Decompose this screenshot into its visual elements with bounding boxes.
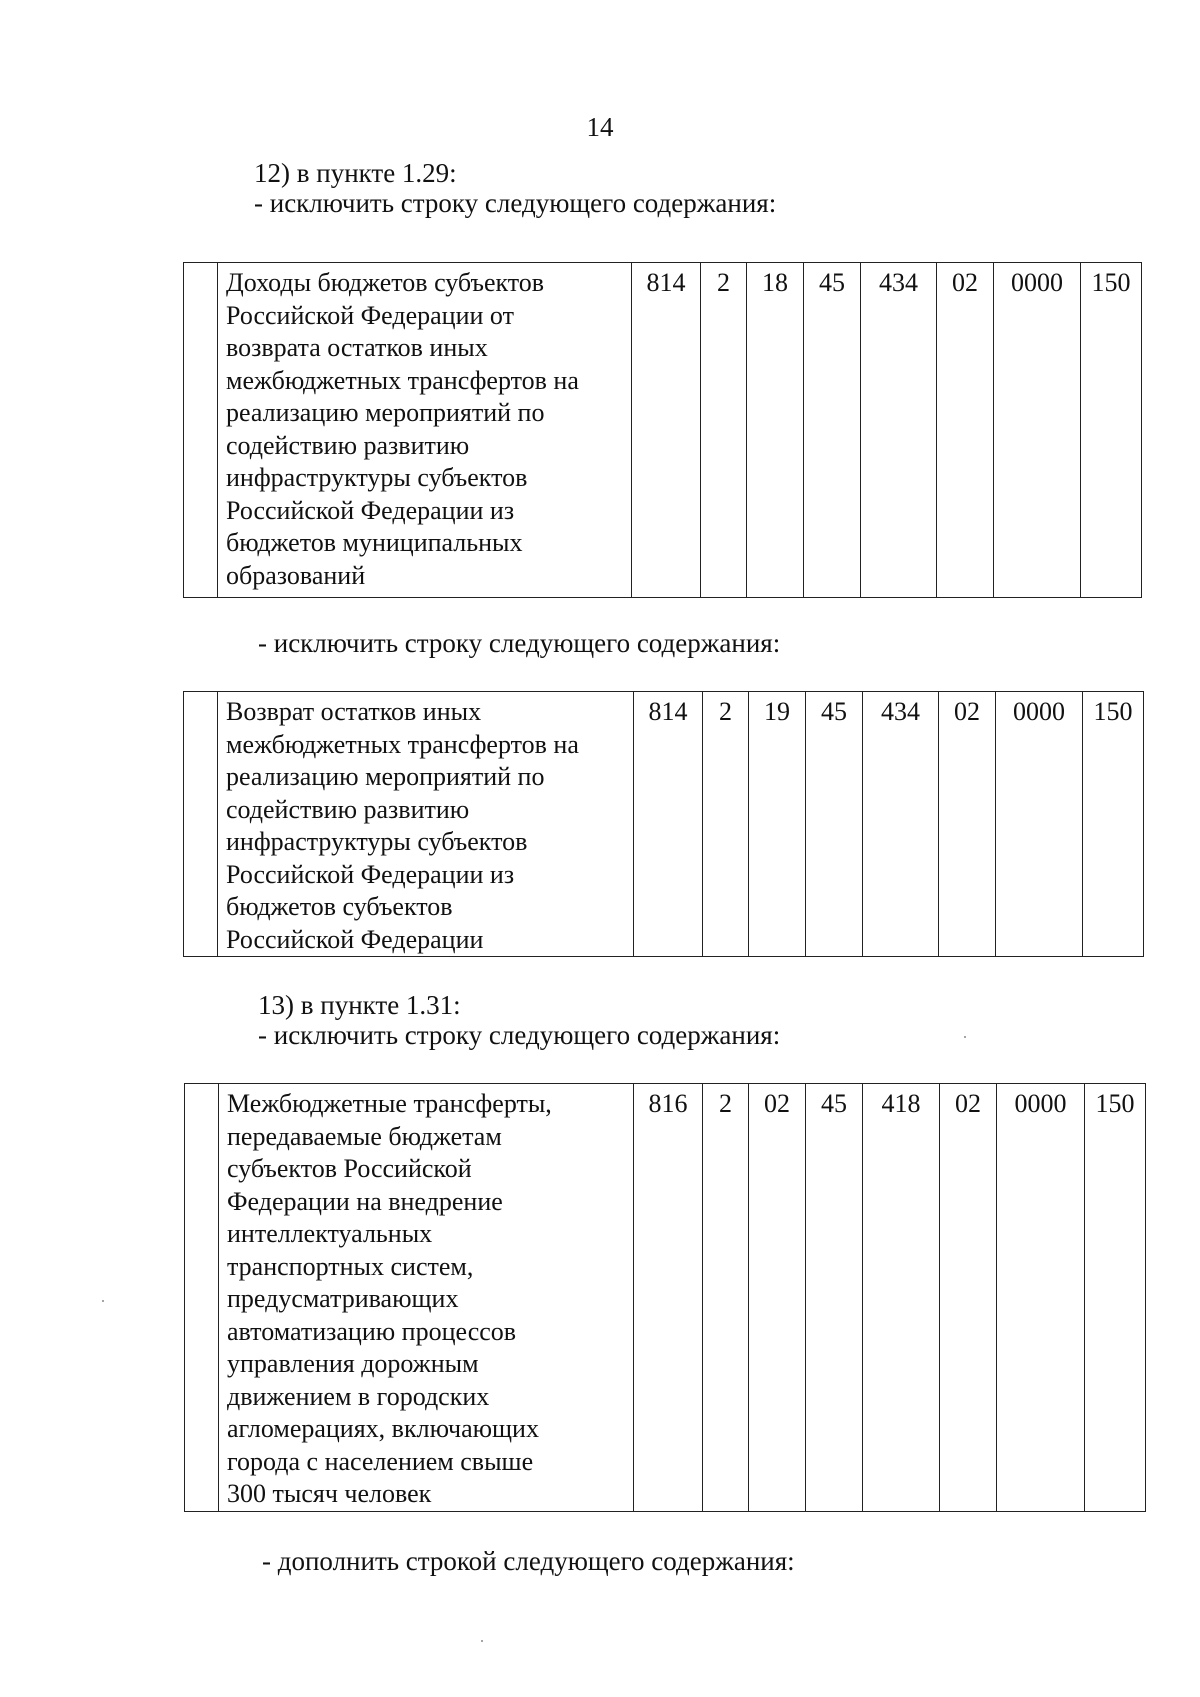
code-program: 0000 [996, 692, 1083, 957]
scan-speck [481, 1640, 483, 1642]
description-line: межбюджетных трансфертов на [226, 365, 579, 395]
description-line: инфраструктуры субъектов [226, 463, 528, 492]
description-line: Российской Федерации из [226, 495, 515, 525]
code-group: 2 [703, 1084, 749, 1512]
description-line: бюджетов субъектов [226, 892, 453, 921]
section-13-instruction-exclude: - исключить строку следующего содержания: [258, 1020, 781, 1050]
code-classification: 150 [1085, 1084, 1146, 1512]
code-subarticle: 434 [863, 692, 939, 957]
description-line: содействию развитию [226, 430, 470, 460]
description-line: агломерациях, включающих [227, 1414, 539, 1443]
description-line: Возврат остатков иных [226, 697, 482, 726]
description-line: автоматизацию процессов [227, 1316, 517, 1346]
description-line: Российской Федерации [226, 924, 484, 954]
section-13-heading: 13) в пункте 1.31: [258, 990, 461, 1020]
row-empty-cell [184, 263, 218, 598]
page-number: 14 [586, 112, 614, 142]
description-line: предусматривающих [227, 1284, 459, 1313]
budget-code-table-3 [184, 1083, 1146, 1512]
description-line: реализацию мероприятий по [226, 398, 545, 427]
row-description-cell [218, 692, 634, 957]
section-12-instruction-exclude-2: - исключить строку следующего содержания: [258, 628, 781, 658]
row-description-cell [219, 1084, 634, 1512]
description-line: бюджетов муниципальных [226, 528, 523, 557]
code-subgroup: 02 [749, 1084, 806, 1512]
description-line: движением в городских [227, 1381, 490, 1411]
code-subarticle: 418 [863, 1084, 940, 1512]
section-13-instruction-add: - дополнить строкой следующего содержания: [262, 1546, 795, 1576]
code-classification: 150 [1081, 263, 1142, 598]
scan-speck [964, 1036, 966, 1038]
row-empty-cell [184, 692, 218, 957]
description-line: управления дорожным [227, 1349, 479, 1378]
description-line: межбюджетных трансфертов на [226, 729, 579, 759]
code-group: 2 [703, 692, 749, 957]
description-line: Межбюджетные трансферты, [227, 1089, 552, 1118]
code-article: 45 [806, 692, 863, 957]
code-program: 0000 [997, 1084, 1085, 1512]
description-line: Доходы бюджетов субъектов [226, 268, 545, 297]
code-administrator: 816 [634, 1084, 703, 1512]
description-line: Федерации на внедрение [227, 1186, 503, 1216]
description-line: субъектов Российской [227, 1154, 472, 1183]
table-row [185, 1084, 1146, 1512]
code-administrator: 814 [632, 263, 701, 598]
description-line: образований [226, 560, 366, 590]
code-administrator: 814 [634, 692, 703, 957]
description-line: инфраструктуры субъектов [226, 827, 528, 856]
table-row [184, 263, 1142, 598]
table-row [184, 692, 1144, 957]
code-article: 45 [804, 263, 861, 598]
code-subgroup: 18 [747, 263, 804, 598]
code-classification: 150 [1083, 692, 1144, 957]
description-line: содействию развитию [226, 794, 470, 824]
description-line: города с населением свыше [227, 1446, 534, 1476]
budget-code-table-1 [183, 262, 1142, 598]
budget-code-table-2 [183, 691, 1144, 957]
code-subarticle: 434 [861, 263, 937, 598]
description-line: Российской Федерации из [226, 859, 515, 889]
description-line: интеллектуальных [227, 1219, 433, 1248]
code-group: 2 [701, 263, 747, 598]
description-line: возврата остатков иных [226, 333, 488, 362]
description-line: передаваемые бюджетам [227, 1121, 502, 1151]
description-line: транспортных систем, [227, 1251, 474, 1281]
scan-speck [102, 1300, 104, 1302]
row-description-cell [218, 263, 632, 598]
code-program: 0000 [994, 263, 1081, 598]
code-element: 02 [937, 263, 994, 598]
code-article: 45 [806, 1084, 863, 1512]
code-element: 02 [940, 1084, 997, 1512]
code-element: 02 [939, 692, 996, 957]
section-12-instruction-exclude-1: - исключить строку следующего содержания: [254, 188, 777, 218]
code-subgroup: 19 [749, 692, 806, 957]
description-line: реализацию мероприятий по [226, 762, 545, 791]
description-line: 300 тысяч человек [227, 1479, 432, 1508]
row-empty-cell [185, 1084, 219, 1512]
section-12-heading: 12) в пункте 1.29: [254, 158, 457, 188]
description-line: Российской Федерации от [226, 300, 514, 330]
